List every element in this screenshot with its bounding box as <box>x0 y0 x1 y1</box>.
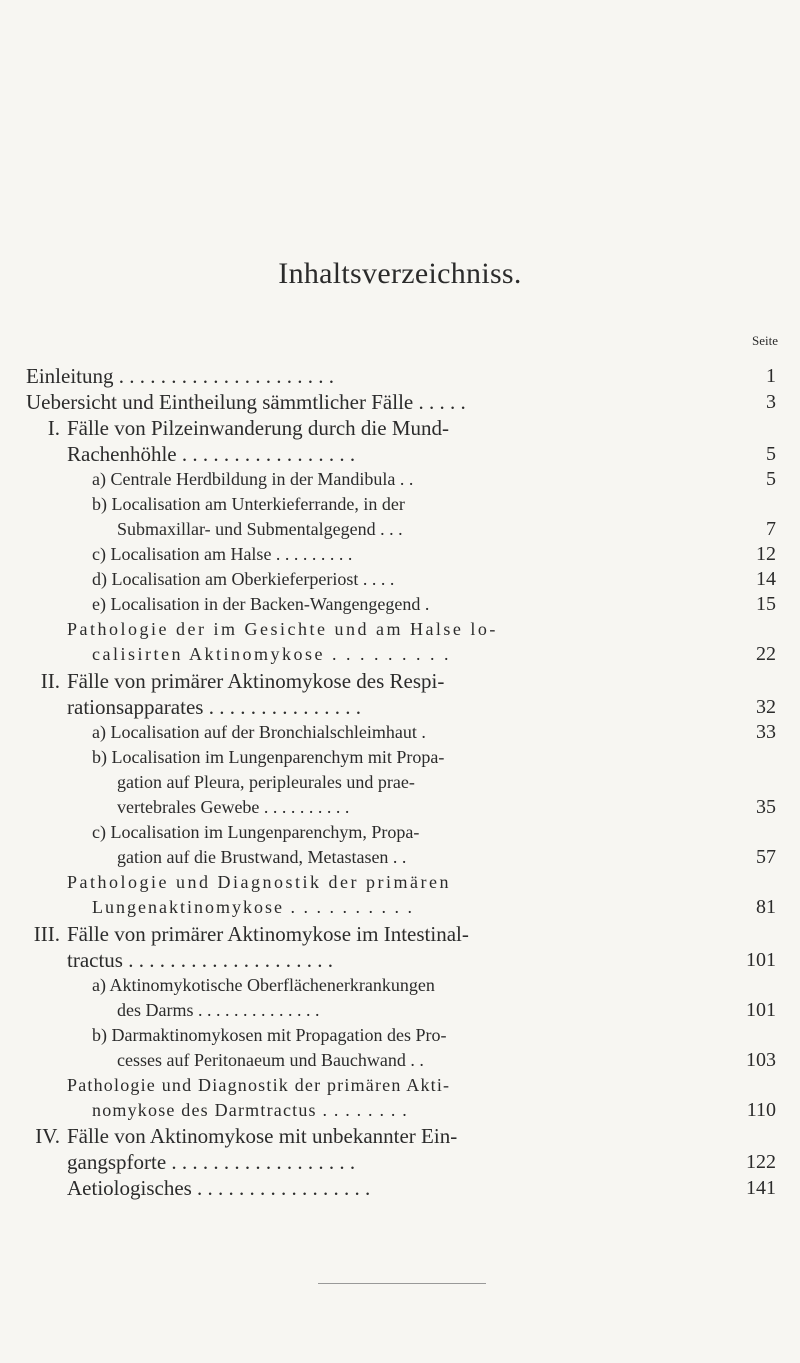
toc-entry-page: 12 <box>756 543 776 565</box>
toc-entry-text: d) Localisation am Oberkieferperiost . . . . <box>92 569 395 589</box>
toc-entry-einleitung <box>0 363 800 389</box>
toc-section-number: IV. <box>35 1124 60 1148</box>
toc-entry-text: Fälle von Pilzeinwanderung durch die Mund- <box>67 416 449 440</box>
toc-entry-text: calisirten Aktinomykose . . . . . . . . . <box>92 644 451 664</box>
toc-entry-page: 101 <box>746 949 776 971</box>
toc-entry-aetiologisches <box>0 1175 800 1201</box>
toc-entry-text: gation auf Pleura, peripleurales und prae- <box>117 772 415 792</box>
toc-entry-sub <box>0 720 800 745</box>
toc-entry-page: 1 <box>766 365 776 387</box>
toc-entry-page: 101 <box>746 999 776 1021</box>
toc-entry-page: 32 <box>756 696 776 718</box>
toc-entry-sub <box>0 745 800 820</box>
toc-entry-text: b) Localisation am Unterkieferrande, in der <box>92 494 405 514</box>
toc-entry-page: 141 <box>746 1177 776 1199</box>
toc-entry-page: 57 <box>756 846 776 868</box>
toc-entry-text: Pathologie der im Gesichte und am Halse lo- <box>67 619 498 639</box>
toc-entry-text: vertebrales Gewebe . . . . . . . . . . <box>117 797 350 817</box>
toc-entry-text: Fälle von primärer Aktinomykose im Intestinal- <box>67 922 469 946</box>
toc-entry-text: c) Localisation am Halse . . . . . . . . . <box>92 544 353 564</box>
toc-entry-text: tractus . . . . . . . . . . . . . . . . . . . . <box>67 948 333 972</box>
toc-entry-page: 14 <box>756 568 776 590</box>
toc-entry-section-4 <box>0 1123 800 1175</box>
toc-entry-section-1 <box>0 415 800 467</box>
divider-rule <box>318 1283 486 1284</box>
toc-entry-text: a) Centrale Herdbildung in der Mandibula . . <box>92 469 414 489</box>
toc-entry-sub <box>0 467 800 492</box>
toc-entry-text: Pathologie und Diagnostik der primären <box>67 872 451 892</box>
toc-entry-page: 81 <box>756 896 776 918</box>
toc-entry-text: Uebersicht und Eintheilung sämmtlicher Fälle . . . . . <box>26 390 466 414</box>
page-column-header: Seite <box>752 333 778 348</box>
toc-entry-text: Rachenhöhle . . . . . . . . . . . . . . . . . <box>67 442 356 466</box>
toc-entry-text: c) Localisation im Lungenparenchym, Propa- <box>92 822 420 842</box>
toc-entry-page: 122 <box>746 1151 776 1173</box>
toc-entry-text: nomykose des Darmtractus . . . . . . . . <box>92 1100 408 1120</box>
toc-entry-text: gangspforte . . . . . . . . . . . . . . . . . . <box>67 1150 356 1174</box>
toc-entry-sub <box>0 820 800 870</box>
toc-entry-text: a) Aktinomykotische Oberflächenerkrankungen <box>92 975 435 995</box>
toc-entry-sub <box>0 592 800 617</box>
toc-entry-text: Pathologie und Diagnostik der primären Akti- <box>67 1075 451 1095</box>
toc-entry-text: des Darms . . . . . . . . . . . . . . <box>117 1000 320 1020</box>
toc-entry-page: 33 <box>756 721 776 743</box>
toc-entry-page: 15 <box>756 593 776 615</box>
toc-entry-text: Submaxillar- und Submentalgegend . . . <box>117 519 403 539</box>
toc-section-number: III. <box>33 922 60 946</box>
toc-entry-text: cesses auf Peritonaeum und Bauchwand . . <box>117 1050 424 1070</box>
toc-entry-sub <box>0 542 800 567</box>
toc-entry-page: 22 <box>756 643 776 665</box>
toc-entry-pathologie <box>0 870 800 920</box>
toc-entry-page: 5 <box>766 468 776 490</box>
toc-entry-text: Fälle von Aktinomykose mit unbekannter Ein- <box>67 1124 458 1148</box>
toc-entry-page: 103 <box>746 1049 776 1071</box>
toc-section-number: II. <box>40 669 60 693</box>
toc-entry-sub <box>0 973 800 1023</box>
toc-entry-section-2 <box>0 668 800 720</box>
toc-entry-page: 110 <box>746 1099 776 1121</box>
page-title: Inhaltsverzeichniss. <box>278 257 522 290</box>
toc-entry-page: 7 <box>766 518 776 540</box>
toc-entry-page: 5 <box>766 443 776 465</box>
toc-entry-text: e) Localisation in der Backen-Wangengegend . <box>92 594 430 614</box>
toc-entry-uebersicht <box>0 389 800 415</box>
toc-entry-text: gation auf die Brustwand, Metastasen . . <box>117 847 407 867</box>
toc-entry-pathologie <box>0 617 800 667</box>
toc-entry-text: rationsapparates . . . . . . . . . . . . . . . <box>67 695 361 719</box>
toc-entry-sub <box>0 567 800 592</box>
toc-entry-pathologie <box>0 1073 800 1123</box>
toc-entry-text: Fälle von primärer Aktinomykose des Respi- <box>67 669 445 693</box>
toc-entry-text: a) Localisation auf der Bronchialschleimhaut . <box>92 722 426 742</box>
toc-entry-section-3 <box>0 921 800 973</box>
toc-entry-text: Lungenaktinomykose . . . . . . . . . . <box>92 897 414 917</box>
toc-entry-text: b) Localisation im Lungenparenchym mit Propa- <box>92 747 445 767</box>
toc-section-number: I. <box>47 416 60 440</box>
toc-entry-text: b) Darmaktinomykosen mit Propagation des Pro- <box>92 1025 447 1045</box>
toc-entry-sub <box>0 492 800 542</box>
toc-entry-text: Einleitung . . . . . . . . . . . . . . . . . . . . . <box>26 364 334 388</box>
toc-entry-sub <box>0 1023 800 1073</box>
toc-entry-text: Aetiologisches . . . . . . . . . . . . . . . . . <box>67 1176 371 1200</box>
toc-entry-page: 3 <box>766 391 776 413</box>
toc-entry-page: 35 <box>756 796 776 818</box>
